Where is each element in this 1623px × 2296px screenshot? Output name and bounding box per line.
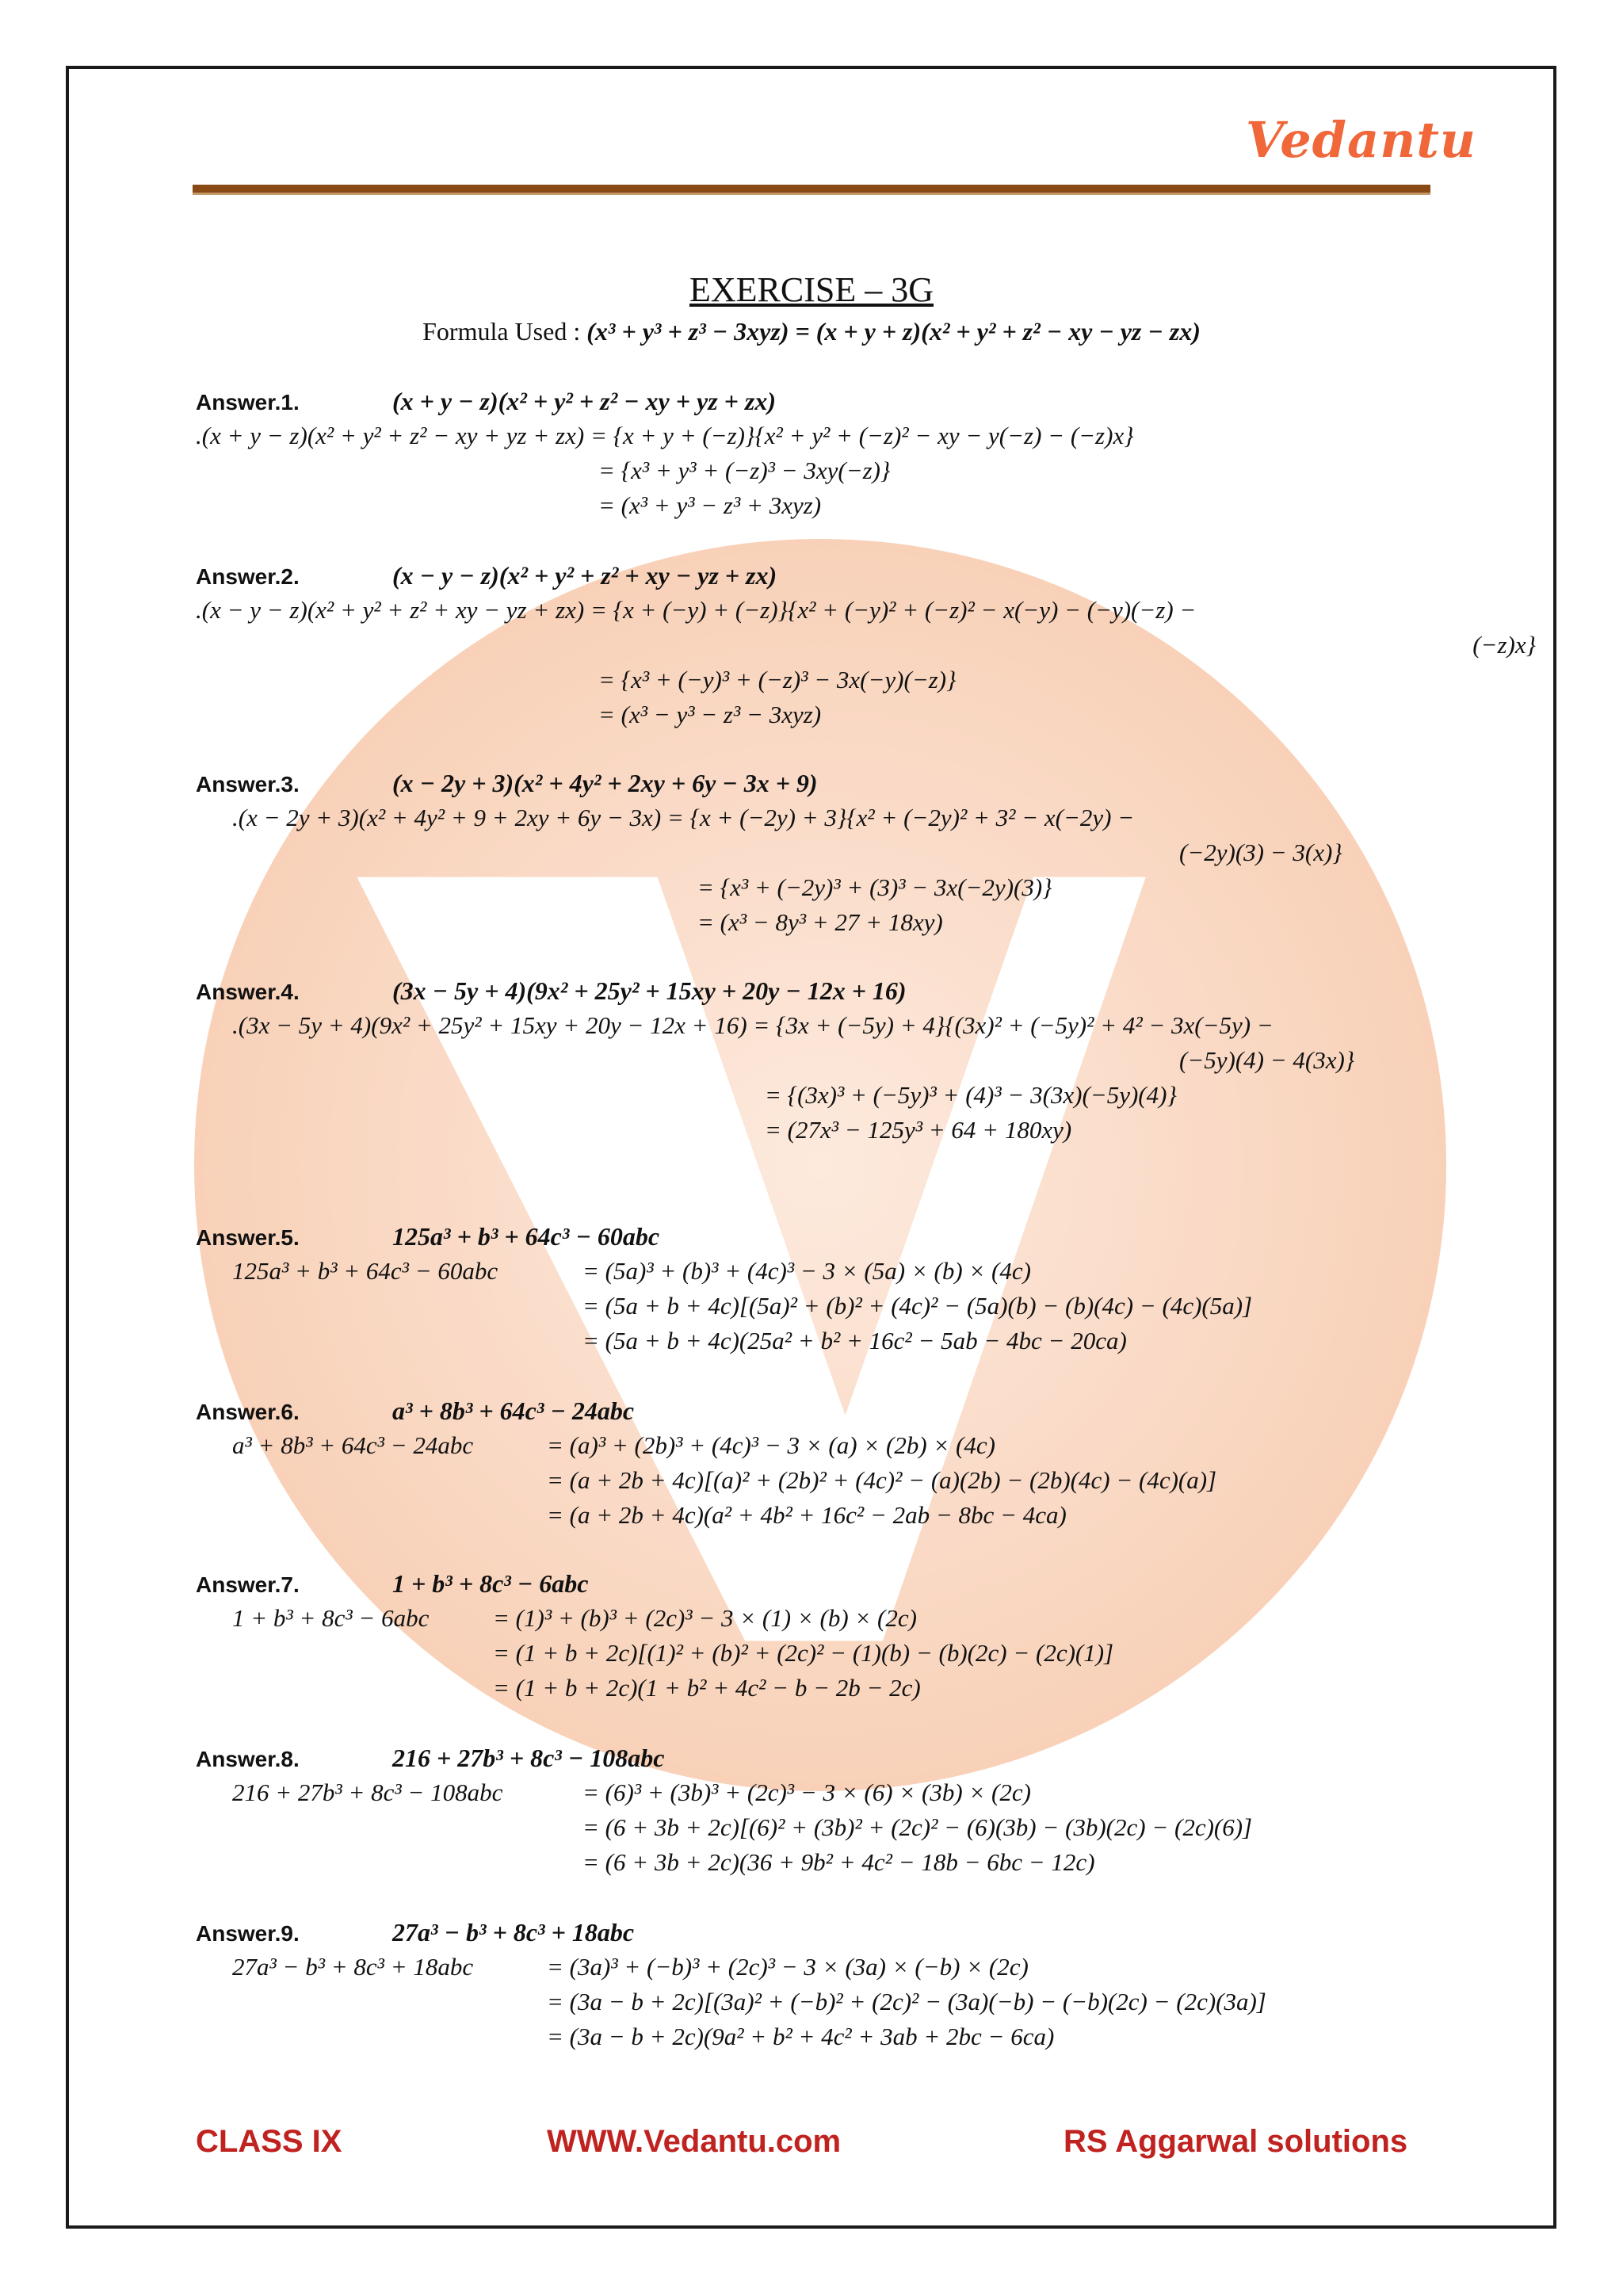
solution-step: = (a)³ + (2b)³ + (4c)³ − 3 × (a) × (2b) × (4c) bbox=[547, 1431, 995, 1459]
solution-step: 125a³ + b³ + 64c³ − 60abc bbox=[232, 1257, 498, 1285]
solution-step: .(x − 2y + 3)(x² + 4y² + 9 + 2xy + 6y − 3x) = {x + (−2y) + 3}{x² + (−2y)² + 3² − x(−2y) − bbox=[232, 804, 1135, 831]
answer-label: Answer.2. bbox=[196, 564, 300, 589]
answer-label: Answer.6. bbox=[196, 1400, 300, 1424]
solution-step: (−2y)(3) − 3(x)} bbox=[1179, 839, 1342, 866]
answer-label: Answer.5. bbox=[196, 1225, 300, 1250]
footer-website-link[interactable]: WWW.Vedantu.com bbox=[547, 2124, 842, 2159]
formula-expression: (x³ + y³ + z³ − 3xyz) = (x + y + z)(x² + y² + z² − xy − yz − zx) bbox=[586, 317, 1201, 346]
solution-step: 216 + 27b³ + 8c³ − 108abc bbox=[232, 1778, 503, 1806]
solution-step: .(x − y − z)(x² + y² + z² + xy − yz + zx) = {x + (−y) + (−z)}{x² + (−y)² + (−z)² − x(−y) − (−y)(−z) − bbox=[196, 596, 1197, 624]
question-expression: (3x − 5y + 4)(9x² + 25y² + 15xy + 20y − 12x + 16) bbox=[392, 976, 907, 1005]
solution-step: (−5y)(4) − 4(3x)} bbox=[1179, 1046, 1355, 1074]
question-expression: 216 + 27b³ + 8c³ − 108abc bbox=[392, 1744, 665, 1772]
solution-step: = {(3x)³ + (−5y)³ + (4)³ − 3(3x)(−5y)(4)} bbox=[765, 1081, 1177, 1109]
answer-label: Answer.3. bbox=[196, 772, 300, 797]
solution-step: = (a + 2b + 4c)(a² + 4b² + 16c² − 2ab − 8bc − 4ca) bbox=[547, 1501, 1067, 1529]
page-title: EXERCISE – 3G bbox=[689, 270, 934, 309]
solution-step: = (1 + b + 2c)[(1)² + (b)² + (2c)² − (1)(b) − (b)(2c) − (2c)(1)] bbox=[493, 1639, 1114, 1667]
footer-class: CLASS IX bbox=[196, 2124, 342, 2159]
solution-step: .(x + y − z)(x² + y² + z² − xy + yz + zx) = {x + y + (−z)}{x² + y² + (−z)² − xy − y(−z) − (−z)x} bbox=[196, 422, 1134, 449]
question-expression: (x + y − z)(x² + y² + z² − xy + yz + zx) bbox=[392, 387, 776, 415]
solution-step: = {x³ + (−y)³ + (−z)³ − 3x(−y)(−z)} bbox=[598, 666, 957, 693]
solution-step: = (5a + b + 4c)[(5a)² + (b)² + (4c)² − (5a)(b) − (b)(4c) − (4c)(5a)] bbox=[582, 1292, 1253, 1320]
answer-label: Answer.8. bbox=[196, 1747, 300, 1771]
question-expression: a³ + 8b³ + 64c³ − 24abc bbox=[392, 1396, 635, 1425]
solution-step: = (6 + 3b + 2c)[(6)² + (3b)² + (2c)² − (6)(3b) − (3b)(2c) − (2c)(6)] bbox=[582, 1813, 1253, 1841]
solution-step: 1 + b³ + 8c³ − 6abc bbox=[232, 1604, 430, 1632]
answer-label: Answer.1. bbox=[196, 390, 300, 415]
solution-step: = (27x³ − 125y³ + 64 + 180xy) bbox=[765, 1116, 1072, 1144]
question-expression: 1 + b³ + 8c³ − 6abc bbox=[392, 1569, 589, 1598]
answer-label: Answer.7. bbox=[196, 1572, 300, 1597]
solution-step: = (3a)³ + (−b)³ + (2c)³ − 3 × (3a) × (−b) × (2c) bbox=[547, 1953, 1029, 1981]
question-expression: 27a³ − b³ + 8c³ + 18abc bbox=[392, 1918, 635, 1946]
solution-step: a³ + 8b³ + 64c³ − 24abc bbox=[232, 1431, 474, 1459]
answer-label: Answer.4. bbox=[196, 980, 300, 1004]
vedantu-logo: Vedantu bbox=[1245, 111, 1476, 169]
header-rule bbox=[193, 185, 1430, 195]
formula-label: Formula Used : bbox=[422, 317, 581, 346]
solution-step: = (3a − b + 2c)[(3a)² + (−b)² + (2c)² − (3a)(−b) − (−b)(2c) − (2c)(3a)] bbox=[547, 1988, 1266, 2015]
solution-step: = (5a + b + 4c)(25a² + b² + 16c² − 5ab − 4bc − 20ca) bbox=[582, 1327, 1127, 1354]
solution-step: = {x³ + y³ + (−z)³ − 3xy(−z)} bbox=[598, 457, 891, 484]
solution-step: = (x³ + y³ − z³ + 3xyz) bbox=[598, 491, 822, 519]
solution-step: = (3a − b + 2c)(9a² + b² + 4c² + 3ab + 2bc − 6ca) bbox=[547, 2023, 1055, 2050]
question-expression: 125a³ + b³ + 64c³ − 60abc bbox=[392, 1222, 660, 1251]
solution-step: = (6 + 3b + 2c)(36 + 9b² + 4c² − 18b − 6bc − 12c) bbox=[582, 1848, 1095, 1876]
solution-step: = (6)³ + (3b)³ + (2c)³ − 3 × (6) × (3b) × (2c) bbox=[582, 1778, 1031, 1806]
solution-step: = (1 + b + 2c)(1 + b² + 4c² − b − 2b − 2c) bbox=[493, 1674, 921, 1702]
formula-used bbox=[0, 317, 1623, 346]
solution-step: = {x³ + (−2y)³ + (3)³ − 3x(−2y)(3)} bbox=[697, 873, 1052, 901]
solution-step: = (x³ − 8y³ + 27 + 18xy) bbox=[697, 908, 943, 936]
footer-book-title: RS Aggarwal solutions bbox=[1064, 2124, 1408, 2159]
answer-label: Answer.9. bbox=[196, 1921, 300, 1946]
solution-step: (−z)x} bbox=[1472, 631, 1536, 659]
question-expression: (x − 2y + 3)(x² + 4y² + 2xy + 6y − 3x + 9) bbox=[392, 769, 818, 797]
question-expression: (x − y − z)(x² + y² + z² + xy − yz + zx) bbox=[392, 561, 777, 590]
solution-step: = (1)³ + (b)³ + (2c)³ − 3 × (1) × (b) × (2c) bbox=[493, 1604, 917, 1632]
solution-step: 27a³ − b³ + 8c³ + 18abc bbox=[232, 1953, 474, 1981]
solution-step: = (5a)³ + (b)³ + (4c)³ − 3 × (5a) × (b) × (4c) bbox=[582, 1257, 1031, 1285]
solution-step: .(3x − 5y + 4)(9x² + 25y² + 15xy + 20y − 12x + 16) = {3x + (−5y) + 4}{(3x)² + (−5y)² + 4² − 3x(−5y) − bbox=[232, 1011, 1274, 1039]
solution-step: = (x³ − y³ − z³ − 3xyz) bbox=[598, 701, 822, 728]
solution-step: = (a + 2b + 4c)[(a)² + (2b)² + (4c)² − (a)(2b) − (2b)(4c) − (4c)(a)] bbox=[547, 1466, 1217, 1494]
